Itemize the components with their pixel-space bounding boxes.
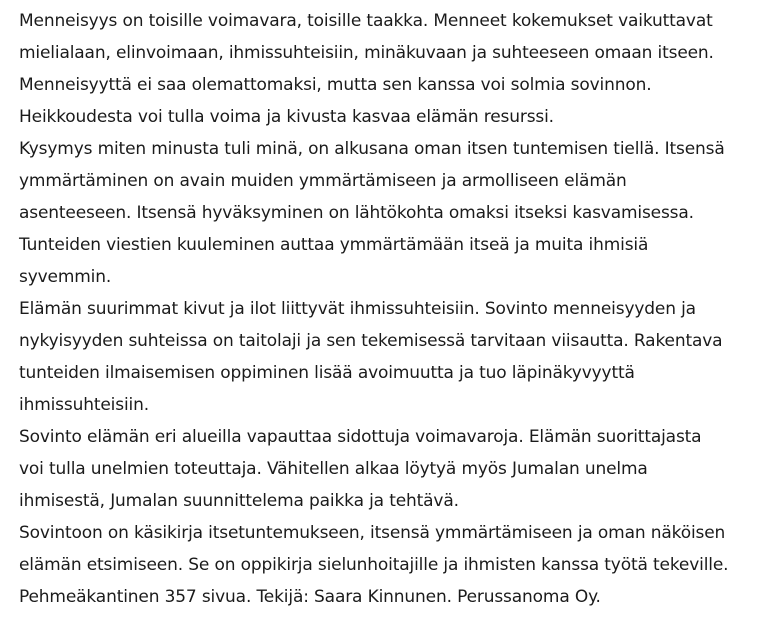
- description-line: Heikkoudesta voi tulla voima ja kivusta kasvaa elämän resurssi.: [19, 107, 554, 127]
- book-details-line: Pehmeäkantinen 357 sivua. Tekijä: Saara Kinnunen. Perussanoma Oy.: [19, 587, 601, 607]
- description-line: nykyisyyden suhteissa on taitolaji ja sen tekemisessä tarvitaan viisautta. Rakentava: [19, 331, 723, 351]
- description-line: Menneisyyttä ei saa olemattomaksi, mutta sen kanssa voi solmia sovinnon.: [19, 75, 652, 95]
- description-line: tunteiden ilmaisemisen oppiminen lisää avoimuutta ja tuo läpinäkyvyyttä: [19, 363, 635, 383]
- product-description: [19, 5, 754, 613]
- description-line: asenteeseen. Itsensä hyväksyminen on lähtökohta omaksi itseksi kasvamisessa.: [19, 203, 694, 223]
- description-line: Sovintoon on käsikirja itsetuntemukseen, itsensä ymmärtämiseen ja oman näköisen: [19, 523, 726, 543]
- description-line: Elämän suurimmat kivut ja ilot liittyvät ihmissuhteisiin. Sovinto menneisyyden ja: [19, 299, 696, 319]
- description-line: mielialaan, elinvoimaan, ihmissuhteisiin, minäkuvaan ja suhteeseen omaan itseen.: [19, 43, 714, 63]
- description-line: ymmärtäminen on avain muiden ymmärtämiseen ja armolliseen elämän: [19, 171, 627, 191]
- description-line: Sovinto elämän eri alueilla vapauttaa sidottuja voimavaroja. Elämän suorittajasta: [19, 427, 702, 447]
- description-line: Menneisyys on toisille voimavara, toisille taakka. Menneet kokemukset vaikuttavat: [19, 11, 713, 31]
- description-line: syvemmin.: [19, 267, 112, 287]
- description-line: voi tulla unelmien toteuttaja. Vähitellen alkaa löytyä myös Jumalan unelma: [19, 459, 648, 479]
- description-line: Kysymys miten minusta tuli minä, on alkusana oman itsen tuntemisen tiellä. Itsensä: [19, 139, 725, 159]
- description-line: ihmisestä, Jumalan suunnittelema paikka ja tehtävä.: [19, 491, 459, 511]
- description-line: ihmissuhteisiin.: [19, 395, 149, 415]
- description-line: Tunteiden viestien kuuleminen auttaa ymmärtämään itseä ja muita ihmisiä: [19, 235, 649, 255]
- description-line: elämän etsimiseen. Se on oppikirja sielunhoitajille ja ihmisten kanssa työtä tekeville.: [19, 555, 729, 575]
